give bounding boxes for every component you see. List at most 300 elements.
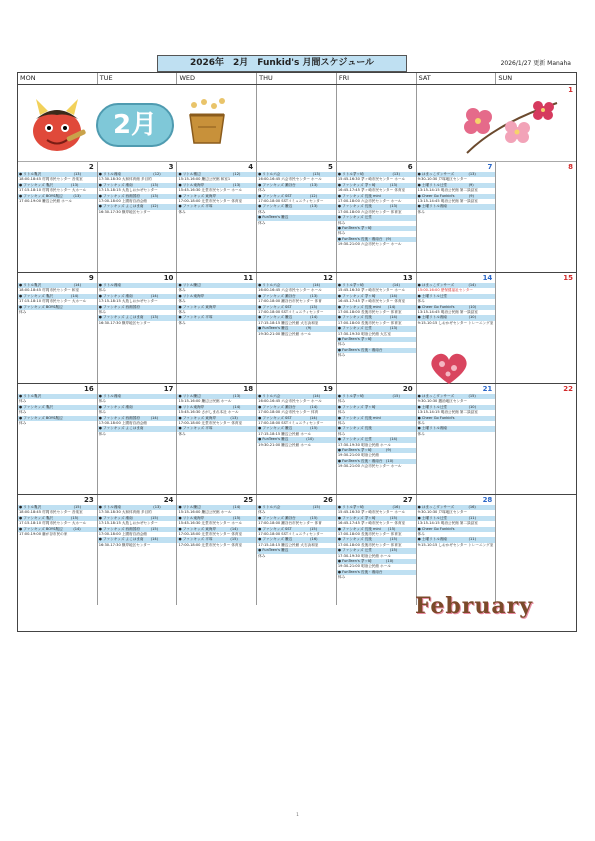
day-cell bbox=[257, 162, 337, 272]
event-title: ● リトル胤沢 (14) bbox=[18, 283, 97, 288]
event-title: ● ファンキッズ 瀬谷台 (14) bbox=[257, 405, 336, 410]
event-detail: 休み bbox=[337, 431, 346, 436]
week-row bbox=[18, 273, 576, 384]
event-title: ● ファンキッズ 胤沢 bbox=[18, 405, 97, 410]
day-cell bbox=[98, 162, 178, 272]
day-cell bbox=[337, 273, 417, 383]
day-cell bbox=[417, 162, 497, 272]
event-detail: 9:30-10:30 鍛治地区センター bbox=[417, 399, 468, 404]
event-detail: 17:00-18:00 SSTコミュニティセンター bbox=[258, 532, 324, 537]
event-title: ● ファンキッズ 東海岸 bbox=[177, 194, 256, 199]
event-detail: 16:30-17:30 横岸地区センター bbox=[98, 320, 151, 325]
event-detail: 17:30-19:30 明治公民館 ホール bbox=[337, 553, 391, 558]
day-number: 28 bbox=[482, 496, 493, 504]
event-detail: 休み bbox=[19, 410, 27, 415]
event-detail: 17:00-18:00 長後市民センター 体育室 bbox=[337, 542, 402, 547]
dow-wed: WED bbox=[177, 73, 257, 84]
event-detail: 9:15-10:15 しおかぜセンター トレーニング室 bbox=[417, 542, 494, 547]
event-detail: 18:00-18:45 村岡市民センター 音楽室 bbox=[19, 177, 83, 182]
day-number: 21 bbox=[482, 385, 493, 393]
event-detail: 13:15-14:45 明治公民館 第一談話室 bbox=[417, 310, 478, 315]
day-number: 17 bbox=[163, 385, 174, 393]
event-detail: 13:15-14:15 明治公民館 第二談話室 bbox=[417, 410, 478, 415]
event-detail: 17:00-18:00 六会市民センター 体育 bbox=[258, 410, 319, 415]
day-cell bbox=[18, 273, 98, 383]
event-detail: 17:00-18:00 上國府自治会館 bbox=[98, 532, 148, 537]
event-title: ● ファンキッズ 茅ヶ崎 bbox=[337, 405, 416, 410]
event-detail: 17:00-18:00 六会市民センター 体育室 bbox=[337, 209, 402, 214]
event-detail: 9:15-10:15 しおかぜセンター トレーニング室 bbox=[417, 320, 494, 325]
event-title: ● ファンキッズ 長後 (13) bbox=[337, 204, 416, 209]
event-detail: 17:00-18:00 瀬谷台市民センター 体育 bbox=[258, 299, 322, 304]
day-cell bbox=[337, 384, 417, 494]
day-number: 9 bbox=[88, 274, 94, 282]
event-title: ● ファンキッズ 東海岸 (13) bbox=[177, 416, 256, 421]
event-detail: 15:45-16:30 茅ヶ崎市民センター ホール bbox=[337, 510, 406, 515]
event-detail: 17:00-18:00 辻堂市民センター 体育室 bbox=[178, 532, 243, 537]
day-cell bbox=[257, 384, 337, 494]
event-detail: 休み bbox=[417, 431, 425, 436]
event-detail: 15:00-16:00 歴保健福祉センター bbox=[417, 288, 473, 293]
day-cell bbox=[98, 495, 178, 605]
event-detail: 16:00-16:45 六会市民センター ホール bbox=[258, 177, 322, 182]
day-number: 10 bbox=[163, 274, 174, 282]
event-detail: 休み bbox=[337, 421, 346, 426]
event-detail: 休み bbox=[417, 532, 425, 537]
event-title: ● リトル茅ヶ崎 (14) bbox=[337, 283, 416, 288]
event-title: ● ファンキッズ 辻堂 (15) bbox=[337, 548, 416, 553]
event-title: ● FunTeen's 騰辺 (9) bbox=[257, 326, 336, 331]
day-number: 6 bbox=[407, 163, 413, 171]
event-detail: 休み bbox=[178, 431, 186, 436]
event-detail: 17:15-18:15 大島しおかぜセンター bbox=[98, 188, 158, 193]
banner-row bbox=[18, 85, 576, 162]
day-number: 7 bbox=[487, 163, 493, 171]
event-title: ● ファンキッズ 東海岸 (14) bbox=[177, 527, 256, 532]
event-title: ● リトル茅ヶ崎 (16) bbox=[337, 505, 416, 510]
event-title: ● 土曜リトル辻堂 (11) bbox=[417, 516, 496, 521]
day-number: 13 bbox=[402, 274, 413, 282]
event-title: ● リトル東海岸 (13) bbox=[177, 183, 256, 188]
event-detail: 休み bbox=[98, 410, 106, 415]
event-detail: 19:30-21:00 明治公民館 ホール bbox=[337, 564, 391, 569]
day-of-week-header bbox=[18, 73, 576, 85]
event-detail: 休み bbox=[337, 353, 346, 358]
weeks-container bbox=[18, 162, 576, 605]
header bbox=[17, 55, 577, 72]
event-detail: 17:00-18:00 瀬谷台市民センター 体育 bbox=[258, 521, 322, 526]
day-number: 26 bbox=[323, 496, 333, 504]
event-title: ● FunTeen's 茅ヶ崎 bbox=[337, 226, 416, 231]
day-number: 11 bbox=[243, 274, 254, 282]
event-detail: 17:15-18:15 大島しおかぜセンター bbox=[98, 299, 158, 304]
event-detail: 19:30-21:00 六会市民センター ホール bbox=[337, 242, 402, 247]
event-detail: 休み bbox=[337, 575, 346, 580]
event-title: ● FunTeen's 長後・湘南台 bbox=[337, 348, 416, 353]
event-title: ● ファンキッズ 騰辺 (14) bbox=[257, 315, 336, 320]
event-title: ● リトル騰辺 (14) bbox=[177, 505, 256, 510]
event-title: ● リトル六会 (15) bbox=[257, 505, 336, 510]
banner-empty-thu bbox=[257, 85, 337, 161]
event-title: ● ファンキッズ 瀬谷台 (13) bbox=[257, 183, 336, 188]
dow-mon: MON bbox=[18, 73, 98, 84]
event-title: ● FunTeen's 騰辺 bbox=[257, 548, 336, 553]
dow-sun: SUN bbox=[498, 74, 513, 82]
event-title: ● リトル胤沢 (13) bbox=[18, 172, 97, 177]
event-title: ● FunTeen's 騰辺 (10) bbox=[257, 437, 336, 442]
event-detail: 休み bbox=[19, 399, 27, 404]
event-title: ● リトル東海岸 bbox=[177, 294, 256, 299]
day-number: 8 bbox=[568, 163, 574, 171]
event-detail: 15:15-16:00 騰辺公民館 ホール bbox=[178, 510, 232, 515]
dow-fri: FRI bbox=[337, 73, 417, 84]
event-title: ● ファンキッズ 長後 (14) bbox=[337, 315, 416, 320]
event-title: ● FunTeen's 長後・湘南台 bbox=[337, 570, 416, 575]
dow-tue: TUE bbox=[98, 73, 178, 84]
day-cell bbox=[496, 273, 576, 383]
event-title: ● ファンキッズ 茅ヶ崎 (13) bbox=[337, 183, 416, 188]
event-detail: 16:30-17:30 横岸地区センター bbox=[98, 209, 151, 214]
event-title: ● リトル騰辺 (13) bbox=[177, 394, 256, 399]
event-detail: 17:15-18:15 騰辺公民館 大石浜和室 bbox=[258, 542, 319, 547]
event-title: ● ファンキッズ 辻堂 (13) bbox=[337, 326, 416, 331]
event-detail: 17:15-18:10 村岡市民センター 大ホール bbox=[19, 521, 87, 526]
day-number: 20 bbox=[402, 385, 413, 393]
event-title: ● ファンキッズ BOYS胤辺 (13) bbox=[18, 194, 97, 199]
event-detail: 休み bbox=[19, 421, 27, 426]
day-cell bbox=[257, 495, 337, 605]
event-detail: 17:00-18:00 SSTコミュニティセンター bbox=[258, 310, 324, 315]
event-title: ● はまっこダンサーズ (16) bbox=[417, 505, 496, 510]
event-title: ● Cheer Go Funkid's bbox=[417, 416, 496, 421]
event-detail: 休み bbox=[417, 299, 425, 304]
day-cell bbox=[98, 273, 178, 383]
event-detail: 休み bbox=[178, 209, 186, 214]
event-detail: 18:00-18:45 村岡市民センター 音楽室 bbox=[19, 510, 83, 515]
event-title: ● リトル六会 (14) bbox=[257, 283, 336, 288]
event-detail: 休み bbox=[258, 209, 266, 214]
event-title: ● FunTeen's 茅ヶ崎 (9) bbox=[337, 448, 416, 453]
event-title: ● ファンキッズ BOYS胤辺 bbox=[18, 305, 97, 310]
day-number: 3 bbox=[168, 163, 174, 171]
event-title: ● ファンキッズ SST (15) bbox=[257, 527, 336, 532]
event-detail: 休み bbox=[19, 310, 27, 315]
event-detail: 17:15-18:15 大島しおかぜセンター bbox=[98, 521, 158, 526]
event-detail: 17:00-18:00 長後市民センター 体育室 bbox=[337, 310, 402, 315]
day-cell bbox=[496, 384, 576, 494]
event-detail: 17:00-18:00 辻堂市民センター 体育室 bbox=[178, 421, 243, 426]
day-cell bbox=[417, 384, 497, 494]
event-detail: 19:30-21:00 明治公民館 bbox=[337, 453, 379, 458]
event-detail: 17:00-19:00 騰辺公民館 ホール bbox=[19, 199, 72, 204]
day-number: 23 bbox=[83, 496, 94, 504]
event-title: ● Cheer Go Funkid's (10) bbox=[417, 305, 496, 310]
event-title: ● リトル湘南 bbox=[98, 283, 177, 288]
day-number: 27 bbox=[402, 496, 413, 504]
event-detail: 17:15-18:10 村岡市民センター 大ホール bbox=[19, 188, 87, 193]
event-detail: 休み bbox=[258, 510, 266, 515]
day-number: 2 bbox=[88, 163, 94, 171]
event-title: ● リトル茅ヶ崎 (13) bbox=[337, 172, 416, 177]
event-detail: 17:30-19:30 明治公民館 大広室 bbox=[337, 331, 391, 336]
event-detail: 19:30-21:00 騰辺公民館 ホール bbox=[258, 331, 312, 336]
banner-plum-sun bbox=[417, 85, 576, 161]
event-detail: 休み bbox=[98, 288, 106, 293]
week-row bbox=[18, 162, 576, 273]
event-title: ● ファンキッズ 湘南 bbox=[98, 405, 177, 410]
event-detail: 18:00-18:45 村岡市民センター 和室 bbox=[19, 288, 80, 293]
bean-box-icon bbox=[184, 97, 230, 147]
event-detail: 休み bbox=[258, 220, 266, 225]
dow-thu: THU bbox=[257, 73, 337, 84]
day-cell bbox=[417, 495, 497, 605]
event-title: ● リトル東海岸 (15) bbox=[177, 516, 256, 521]
heart-candy-icon bbox=[428, 350, 470, 386]
update-note: 2026/1/27 更新 Manaha bbox=[500, 60, 571, 67]
event-title: ● ファンキッズ SST (13) bbox=[257, 305, 336, 310]
day-cell bbox=[337, 495, 417, 605]
event-title: ● ファンキッズ BOYS胤辺 (14) bbox=[18, 527, 97, 532]
event-title: ● FunTeen's 茅ヶ崎 (10) bbox=[337, 559, 416, 564]
event-title: ● ファンキッズ 茅ヶ崎 (15) bbox=[337, 516, 416, 521]
event-detail: 17:30-19:30 明治公民館 ホール bbox=[337, 442, 391, 447]
event-detail: 15:15-16:00 騰辺公民館 ホール bbox=[178, 399, 232, 404]
event-detail: 15:45-16:30 さがしまれ本社 ホール bbox=[178, 410, 239, 415]
event-title: ● ファンキッズ よこはま南 (12) bbox=[98, 204, 177, 209]
event-detail: 15:15-16:00 騰辺公民館 和室1 bbox=[178, 177, 231, 182]
event-detail: 17:30-18:30 大和体育館 多目的 bbox=[98, 177, 152, 182]
event-title: ● リトル胤沢 (15) bbox=[18, 505, 97, 510]
day-cell bbox=[98, 384, 178, 494]
day-cell bbox=[177, 495, 257, 605]
day-cell bbox=[496, 495, 576, 605]
event-detail: 休み bbox=[337, 231, 346, 236]
event-title: ● 土曜リトル湘南 bbox=[417, 204, 496, 209]
event-title: ● ファンキッズ 辻堂 bbox=[337, 215, 416, 220]
event-detail: 休み bbox=[337, 342, 346, 347]
event-detail: 17:15-18:15 騰辺公民館 ホール bbox=[258, 431, 312, 436]
event-title: ● ファンキッズ 西湘国府 (15) bbox=[98, 527, 177, 532]
day-cell bbox=[18, 162, 98, 272]
event-title: ● リトル騰辺 bbox=[177, 283, 256, 288]
event-title: ● ファンキッズ 西湘国府 (14) bbox=[98, 416, 177, 421]
event-title: ● ファンキッズ 長後 mini (15) bbox=[337, 527, 416, 532]
event-title: ● FunTeen's 長後・湘南台 (9) bbox=[337, 237, 416, 242]
event-detail: 休み bbox=[337, 399, 346, 404]
day-cell bbox=[18, 495, 98, 605]
event-title: ● ファンキッズ よこはま南 (14) bbox=[98, 537, 177, 542]
event-title: ● リトル六会 (13) bbox=[257, 172, 336, 177]
day-cell bbox=[18, 384, 98, 494]
event-title: ● リトル東海岸 (14) bbox=[177, 405, 256, 410]
day-number: 16 bbox=[83, 385, 94, 393]
day-number: 15 bbox=[563, 274, 574, 282]
event-detail: 17:00-18:00 上國府自治会館 bbox=[98, 421, 148, 426]
event-title: ● ファンキッズ 騰辺 (13) bbox=[257, 204, 336, 209]
page-number: 1 bbox=[296, 812, 299, 817]
event-title: ● ファンキッズ 長後 mini bbox=[337, 416, 416, 421]
event-title: ● リトル茅ヶ崎 (15) bbox=[337, 394, 416, 399]
event-detail: 17:00-18:00 長後市民センター 体育室 bbox=[337, 320, 402, 325]
event-title: ● ファンキッズ 茅ヶ崎 (14) bbox=[337, 294, 416, 299]
day-number: 22 bbox=[563, 385, 574, 393]
event-title: ● はまっこダンサーズ (15) bbox=[417, 394, 496, 399]
event-detail: 16:00-16:45 六会市民センター ホール bbox=[258, 399, 322, 404]
february-lettering: February bbox=[415, 593, 534, 619]
event-detail: 休み bbox=[178, 288, 186, 293]
event-title: ● リトル胤沢 bbox=[18, 394, 97, 399]
event-title: ● ファンキッズ 胤沢 (15) bbox=[18, 516, 97, 521]
event-title: ● ファンキッズ 瀬谷台 (13) bbox=[257, 294, 336, 299]
event-title: ● ファンキッズ 東海岸 bbox=[177, 305, 256, 310]
day-number: 5 bbox=[328, 163, 333, 171]
day-number: 19 bbox=[323, 385, 333, 393]
event-detail: 17:00-18:00 長後市民センター 体育室 bbox=[337, 532, 402, 537]
event-title: ● ファンキッズ よこはま南 (13) bbox=[98, 315, 177, 320]
day-cell bbox=[177, 162, 257, 272]
event-detail: 17:00-18:00 辻堂市民センター 体育室 bbox=[178, 542, 243, 547]
event-title: ● ファンキッズ 長後 mini (14) bbox=[337, 305, 416, 310]
event-detail: 15:45-16:30 茅ヶ崎市民センター ホール bbox=[337, 177, 406, 182]
day-number: 14 bbox=[482, 274, 493, 282]
event-title: ● FunTeen's 長後・湘南台 (10) bbox=[337, 459, 416, 464]
event-detail: 19:30-21:00 騰辺公民館 ホール bbox=[258, 442, 312, 447]
day-cell bbox=[496, 162, 576, 272]
event-detail: 13:15-14:15 明治公民館 第二談話室 bbox=[417, 521, 478, 526]
event-title: ● Cheer Go Funkid's (9) bbox=[417, 194, 496, 199]
day-cell bbox=[337, 162, 417, 272]
day-cell bbox=[177, 384, 257, 494]
event-detail: 19:30-21:00 六会市民センター ホール bbox=[337, 464, 402, 469]
event-detail: 16:00-16:45 六会市民センター ホール bbox=[258, 288, 322, 293]
event-detail: 休み bbox=[337, 410, 346, 415]
event-detail: 9:30-10:30 戸塚地区センター bbox=[417, 510, 468, 515]
banner-empty-fri bbox=[337, 85, 417, 161]
event-title: ● ファンキッズ 辻堂 (14) bbox=[337, 437, 416, 442]
event-detail: 休み bbox=[178, 320, 186, 325]
event-title: ● ファンキッズ 騰辺 (15) bbox=[257, 426, 336, 431]
calendar bbox=[17, 72, 577, 632]
event-title: ● 土曜リトル辻堂 (9) bbox=[417, 183, 496, 188]
event-title: ● 土曜リトル辻堂 (10) bbox=[417, 405, 496, 410]
event-title: ● リトル六会 (14) bbox=[257, 394, 336, 399]
banner-oni-month bbox=[18, 85, 257, 161]
event-detail: 16:45-17:45 茅ヶ崎市民センター 体育室 bbox=[337, 188, 406, 193]
event-title: ● ファンキッズ SST (12) bbox=[257, 194, 336, 199]
event-detail: 13:15-14:45 明治公民館 第一談話室 bbox=[417, 199, 478, 204]
day-number: 18 bbox=[243, 385, 254, 393]
day-number bbox=[496, 495, 576, 505]
day-number: 25 bbox=[243, 496, 254, 504]
event-title: ● ファンキッズ 湘南 (14) bbox=[98, 294, 177, 299]
event-title: ● ファンキッズ 平塚 bbox=[177, 426, 256, 431]
event-detail: 17:00-18:00 辻堂市民センター 体育室 bbox=[178, 199, 243, 204]
event-detail: 15:45-16:30 茅ヶ崎市民センター ホール bbox=[337, 288, 406, 293]
event-title: ● ファンキッズ 瀬谷台 (15) bbox=[257, 516, 336, 521]
month-badge: 2月 bbox=[96, 103, 174, 147]
event-title: ● 土曜リトル湘南 bbox=[417, 426, 496, 431]
day-number: 1 bbox=[568, 86, 573, 94]
event-detail: 休み bbox=[178, 299, 186, 304]
event-detail: 17:00-19:00 藤が谷市民の家 bbox=[19, 532, 68, 537]
event-title: ● ファンキッズ 胤沢 (14) bbox=[18, 294, 97, 299]
event-detail: 17:00-18:00 六会市民センター ホール bbox=[337, 199, 402, 204]
event-title: ● ファンキッズ 長後 (15) bbox=[337, 537, 416, 542]
page-title: 2026年 2月 Funkid's 月間スケジュール bbox=[157, 55, 407, 72]
event-title: ● リトル湘南 (13) bbox=[98, 505, 177, 510]
day-number: 4 bbox=[248, 163, 254, 171]
event-detail: 休み bbox=[417, 209, 425, 214]
event-title: ● ファンキッズ 長後 bbox=[337, 426, 416, 431]
event-detail: 17:15-18:10 村岡市民センター 大ホール bbox=[19, 299, 87, 304]
day-number: 12 bbox=[323, 274, 333, 282]
event-title: ● 土曜リトル湘南 (10) bbox=[417, 315, 496, 320]
event-detail: 17:15-18:15 騰辺公民館 大石浜和室 bbox=[258, 320, 319, 325]
event-title: ● ファンキッズ 平塚 bbox=[177, 315, 256, 320]
event-detail: 15:45-16:30 辻堂市民センター ホール bbox=[178, 188, 243, 193]
event-detail: 15:45-16:30 辻堂市民センター ホール bbox=[178, 521, 243, 526]
event-title: ● はまっこダンサーズ (14) bbox=[417, 283, 496, 288]
event-title: ● はまっこダンサーズ (13) bbox=[417, 172, 496, 177]
event-title: ● リトル穂辺 (12) bbox=[177, 172, 256, 177]
event-detail: 17:00-18:00 SSTコミュニティセンター bbox=[258, 199, 324, 204]
event-detail: 16:45-17:45 茅ヶ崎市民センター 体育室 bbox=[337, 521, 406, 526]
event-title: ● 土曜リトル湘南 (11) bbox=[417, 537, 496, 542]
plum-blossom-icon bbox=[447, 93, 567, 159]
event-title: ● ファンキッズ 平塚 bbox=[177, 204, 256, 209]
event-title: ● ファンキッズ 湘南 (13) bbox=[98, 183, 177, 188]
event-detail: 13:15-14:15 明治公民館 第二談話室 bbox=[417, 188, 478, 193]
event-title: ● ファンキッズ 湘南 (15) bbox=[98, 516, 177, 521]
event-title: ● ファンキッズ 平塚 (15) bbox=[177, 537, 256, 542]
event-detail: 16:30-17:30 横岸地区センター bbox=[98, 542, 151, 547]
week-row bbox=[18, 384, 576, 495]
event-title: ● FunTeen's 騰辺 bbox=[257, 215, 336, 220]
event-detail: 9:30-10:30 戸塚地区センター bbox=[417, 177, 468, 182]
event-title: ● ファンキッズ 騰辺 (16) bbox=[257, 537, 336, 542]
dow-sat: SAT bbox=[417, 73, 497, 84]
event-title: ● リトル湘南 (12) bbox=[98, 172, 177, 177]
event-title: ● FunTeen's 茅ヶ崎 bbox=[337, 337, 416, 342]
event-title: ● リトル湘南 bbox=[98, 394, 177, 399]
oni-illustration-icon bbox=[22, 93, 92, 155]
event-title: ● ファンキッズ 長後 mini bbox=[337, 194, 416, 199]
event-detail: 休み bbox=[417, 421, 425, 426]
event-title: ● ファンキッズ 胤沢 (13) bbox=[18, 183, 97, 188]
day-number: 24 bbox=[163, 496, 174, 504]
event-title: ● ファンキッズ よこはま南 bbox=[98, 426, 177, 431]
event-detail: 17:00-18:00 上國府自治会館 bbox=[98, 199, 148, 204]
event-title: ● ファンキッズ SST (14) bbox=[257, 416, 336, 421]
week-row bbox=[18, 495, 576, 605]
event-detail: 休み bbox=[258, 188, 266, 193]
event-title: ● ファンキッズ 西湘国府 bbox=[98, 305, 177, 310]
event-title: ● ファンキッズ BOYS胤辺 bbox=[18, 416, 97, 421]
event-title: ● 土曜リトル辻堂 bbox=[417, 294, 496, 299]
day-cell bbox=[257, 273, 337, 383]
event-detail: 休み bbox=[98, 431, 106, 436]
event-detail: 17:30-18:30 大和体育館 多目的 bbox=[98, 510, 152, 515]
event-detail: 休み bbox=[98, 310, 106, 315]
event-detail: 休み bbox=[258, 553, 266, 558]
event-detail: 休み bbox=[98, 399, 106, 404]
event-detail: 17:00-18:00 SSTコミュニティセンター bbox=[258, 421, 324, 426]
event-title: ● ファンキッズ 西湘国府 (13) bbox=[98, 194, 177, 199]
event-detail: 休み bbox=[178, 310, 186, 315]
event-detail: 16:45-17:45 茅ヶ崎市民センター 体育室 bbox=[337, 299, 406, 304]
event-title: ● Cheer Go Funkid's bbox=[417, 527, 496, 532]
day-cell bbox=[177, 273, 257, 383]
